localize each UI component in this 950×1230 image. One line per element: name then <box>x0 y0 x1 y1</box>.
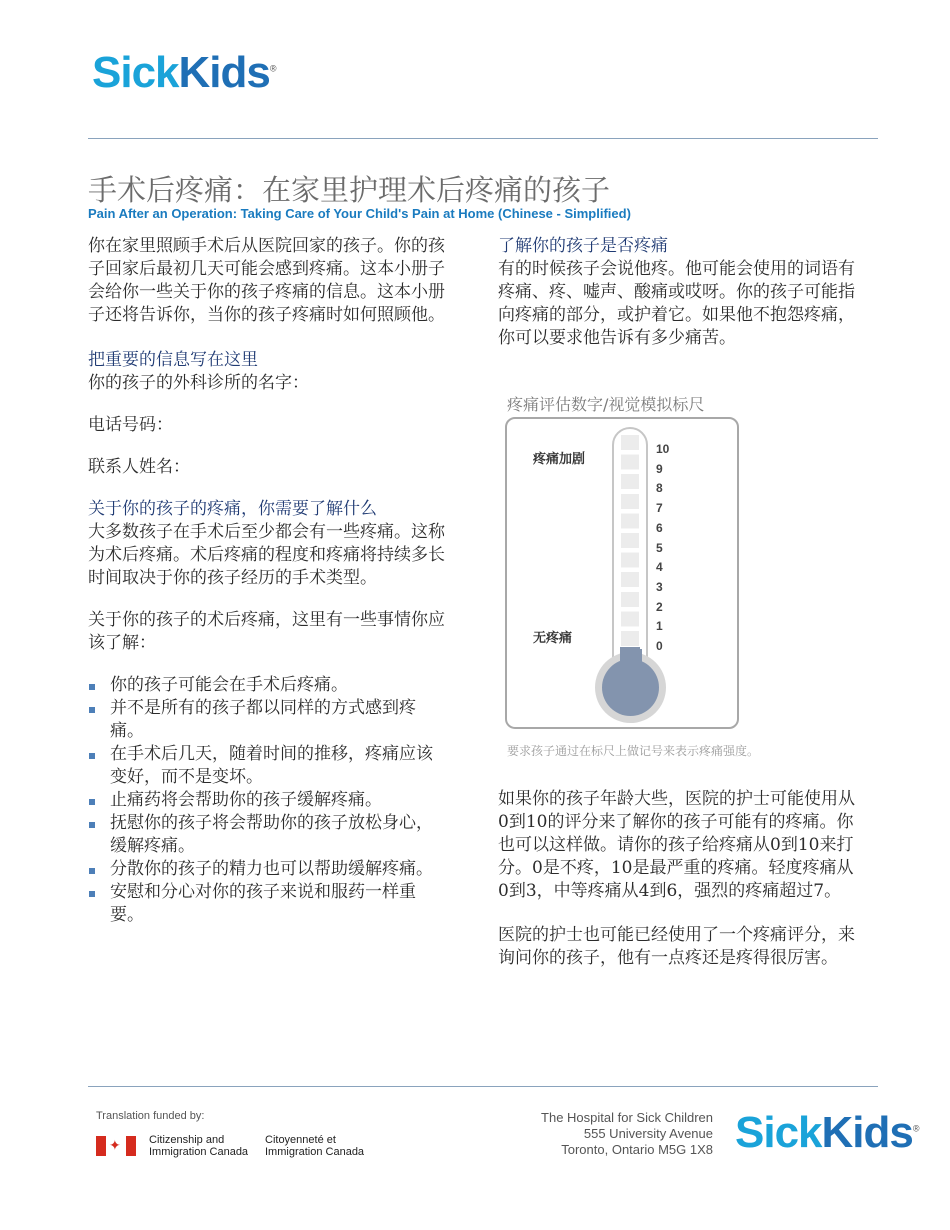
contact-label: 联系人姓名： <box>88 457 190 477</box>
scale-tick-0: 0 <box>656 639 663 653</box>
cic-french: Citoyenneté et Immigration Canada <box>265 1134 365 1158</box>
hospital-address: The Hospital for Sick Children 555 University Avenue Toronto, Ontario M5G 1X8 <box>541 1110 713 1157</box>
footer-sickkids-logo: SickKids® <box>735 1108 920 1157</box>
left-column <box>88 235 448 927</box>
sickkids-logo <box>92 48 277 98</box>
list-item: 分散你的孩子的精力也可以帮助缓解疼痛。 <box>88 858 448 881</box>
scale-tick-9: 9 <box>656 461 663 476</box>
scale-tick-8: 8 <box>656 481 663 496</box>
scale-tick-7: 7 <box>656 501 663 516</box>
bullet-square-icon <box>89 868 95 874</box>
scale-top-label: 疼痛加剧 <box>533 452 586 467</box>
header-divider <box>88 138 878 139</box>
logo-kids: Kids <box>178 48 270 97</box>
right-column-bottom <box>498 788 860 970</box>
scale-tick-1: 1 <box>656 619 663 634</box>
bullet-square-icon <box>89 684 95 690</box>
facts-list <box>88 674 448 927</box>
bullet-square-icon <box>89 799 95 805</box>
title-chinese: 手术后疼痛：在家里护理术后疼痛的孩子 <box>88 173 611 207</box>
scale-tick-6: 6 <box>656 520 663 535</box>
bullet-square-icon <box>89 707 95 713</box>
thermometer-tube <box>612 427 648 685</box>
bullet-square-icon <box>89 753 95 759</box>
scale-tick-10: 10 <box>656 442 670 456</box>
list-item: 你的孩子可能会在手术后疼痛。 <box>88 674 448 697</box>
cic-english: Citizenship and Immigration Canada <box>149 1134 249 1158</box>
bullet-square-icon <box>89 891 95 897</box>
list-item: 止痛药将会帮助你的孩子缓解疼痛。 <box>88 789 448 812</box>
logo-registered-mark: ® <box>269 63 277 74</box>
list-item: 安慰和分心对你的孩子来说和服药一样重要。 <box>88 881 448 927</box>
pain-heading: 关于你的孩子的疼痛，你需要了解什么 <box>88 499 377 519</box>
right-column-top <box>498 235 856 350</box>
older-child-paragraph: 如果你的孩子年龄大些，医院的护士可能使用从0到10的评分来了解你的孩子可能有的疼痛。你也可以这样做。请你的孩子给疼痛从0到10来打分。0是不疼，10是最严重的疼痛。轻度疼痛从0到3，中等疼痛从4到6，强烈的疼痛超过7。 <box>498 789 855 901</box>
bullet-square-icon <box>89 822 95 828</box>
facts-intro: 关于你的孩子的术后疼痛，这里有一些事情你应该了解： <box>88 610 445 653</box>
phone-label: 电话号码： <box>88 415 173 435</box>
funded-by-label: Translation funded by: <box>96 1110 205 1122</box>
canada-flag-icon: ✦ <box>96 1136 136 1156</box>
intro-paragraph: 你在家里照顾手术后从医院回家的孩子。你的孩子回家后最初几天可能会感到疼痛。这本小册子会给你一些关于你的孩子疼痛的信息。这本小册子还将告诉你，当你的孩子疼痛时如何照顾他。 <box>88 236 445 325</box>
scale-tick-2: 2 <box>656 599 663 614</box>
thermometer-bulb <box>602 659 659 716</box>
list-item: 抚慰你的孩子将会帮助你的孩子放松身心，缓解疼痛。 <box>88 812 448 858</box>
scale-tick-5: 5 <box>656 540 663 555</box>
scale-caption: 要求孩子通过在标尺上做记号来表示疼痛强度。 <box>507 744 760 758</box>
info-heading: 把重要的信息写在这里 <box>88 350 258 370</box>
footer-divider <box>88 1086 878 1087</box>
nurse-paragraph: 医院的护士也可能已经使用了一个疼痛评分，来询问你的孩子，他有一点疼还是疼得很厉害。 <box>498 925 855 968</box>
thermometer-stripes <box>621 435 639 683</box>
logo-sick: Sick <box>92 48 179 97</box>
scale-tick-4: 4 <box>656 560 663 575</box>
know-paragraph: 有的时候孩子会说他疼。他可能会使用的词语有疼痛、疼、嘘声、酸痛或哎呀。你的孩子可能指向疼痛的部分，或护着它。如果他不抱怨疼痛，你可以要求他告诉有多少痛苦。 <box>498 259 855 348</box>
title-english: Pain After an Operation: Taking Care of Your Child's Pain at Home (Chinese - Simplified) <box>88 206 631 221</box>
scale-tick-3: 3 <box>656 579 663 594</box>
scale-bottom-label: 无疼痛 <box>533 631 573 646</box>
list-item: 并不是所有的孩子都以同样的方式感到疼痛。 <box>88 697 448 743</box>
know-heading: 了解你的孩子是否疼痛 <box>498 236 668 256</box>
pain-paragraph: 大多数孩子在手术后至少都会有一些疼痛。这称为术后疼痛。术后疼痛的程度和疼痛将持续多长时间取决于你的孩子经历的手术类型。 <box>88 522 445 588</box>
scale-title: 疼痛评估数字/视觉模拟标尺 <box>507 395 705 414</box>
surgeon-label: 你的孩子的外科诊所的名字： <box>88 373 309 393</box>
list-item: 在手术后几天，随着时间的推移，疼痛应该变好，而不是变坏。 <box>88 743 448 789</box>
